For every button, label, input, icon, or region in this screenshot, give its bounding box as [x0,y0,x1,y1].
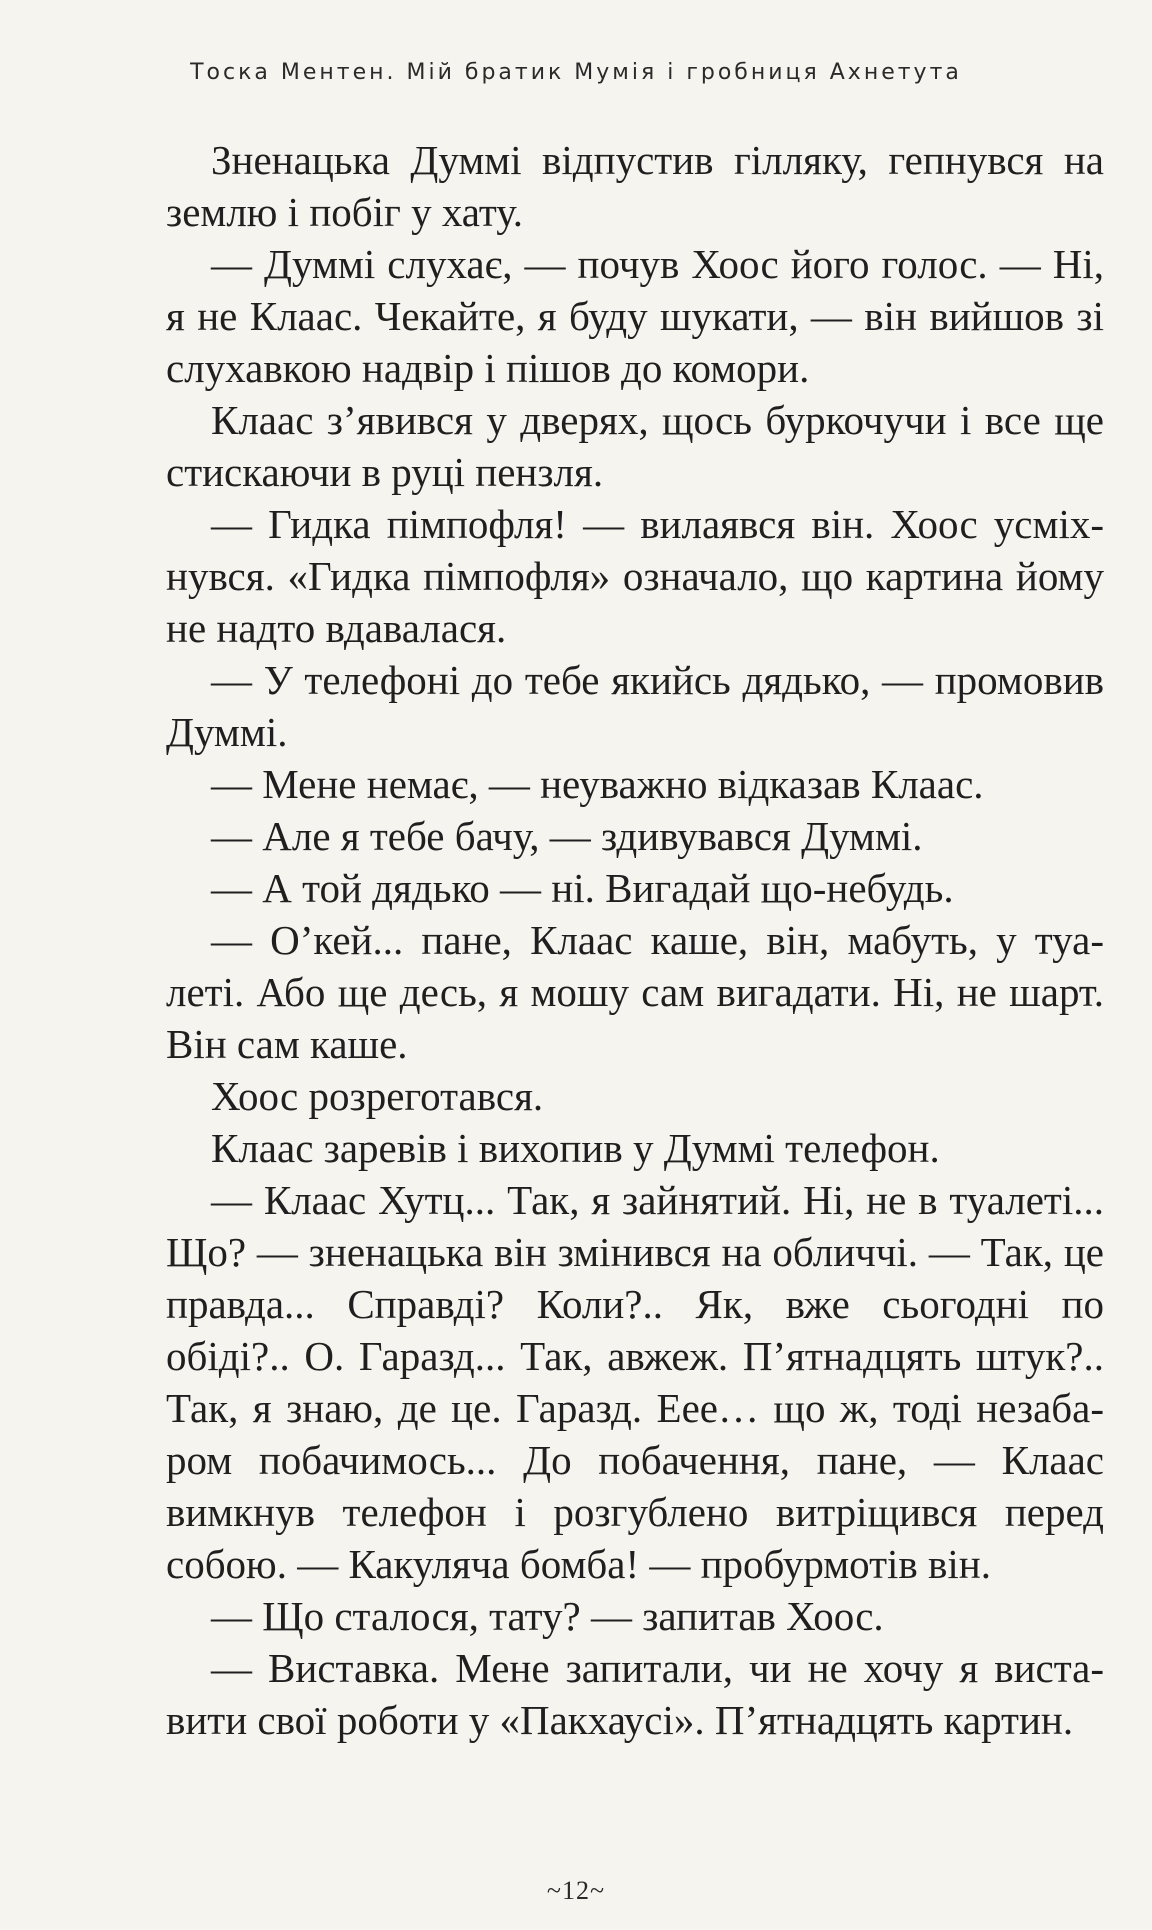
paragraph: — Але я тебе бачу, — здивувався Думмі. [211,813,923,859]
paragraph: Зненацька Думмі відпустив гілляку, гепнувся на землю і побіг у хату. [166,137,1104,235]
paragraph: — Клаас Хутц... Так, я зайнятий. Ні, не в туалеті... Що? — зненацька він змінився на обличчі. — Так, це правда... Справді? Коли?.. Як, вже сьогодні по обіді?.. О. Гаразд... Так, авжеж. П’ятнадцять штук?.. Так, я знаю, де це. Гаразд. Еее… що ж, тоді незабаром побачимось... До побачення, пане, — Клаас вимкнув телефон і розгублено витріщився перед собою. — Какуляча бомба! — пробурмотів він. [166,1177,1104,1587]
paragraph: — А той дядько — ні. Вигадай що-небудь. [211,865,954,911]
paragraph: — Мене немає, — неуважно відказав Клаас. [211,761,984,807]
body-text [166,134,1104,1746]
paragraph: — Гидка пімпофля! — вилаявся він. Хоос усміхнувся. «Гидка пімпофля» означало, що картина йому не надто вдавалася. [166,501,1104,651]
paragraph: — У телефоні до тебе якийсь дядько, — промовив Думмі. [166,657,1104,755]
running-header-title: Тоска Ментен. Мій братик Мумія і гробниця Ахнетута [190,60,962,85]
paragraph: — О’кей... пане, Клаас каше, він, мабуть, у туалеті. Або ще десь, я мошу сам вигадати. Ні, не шарт. Він сам каше. [166,917,1104,1067]
paragraph: — Виставка. Мене запитали, чи не хочу я виставити свої роботи у «Пакхаусі». П’ятнадцять картин. [166,1645,1104,1743]
paragraph: — Думмі слухає, — почув Хоос його голос. — Ні, я не Клаас. Чекайте, я буду шукати, — він вийшов зі слухавкою надвір і пішов до комори. [166,241,1104,391]
paragraph: Клаас з’явився у дверях, щось буркочучи і все ще стискаючи в руці пензля. [166,397,1104,495]
page-number: ~12~ [546,1876,606,1905]
paragraph: — Що сталося, тату? — запитав Хоос. [211,1593,884,1639]
paragraph: Клаас заревів і вихопив у Думмі телефон. [211,1125,940,1171]
paragraph: Хоос розреготався. [211,1073,544,1119]
